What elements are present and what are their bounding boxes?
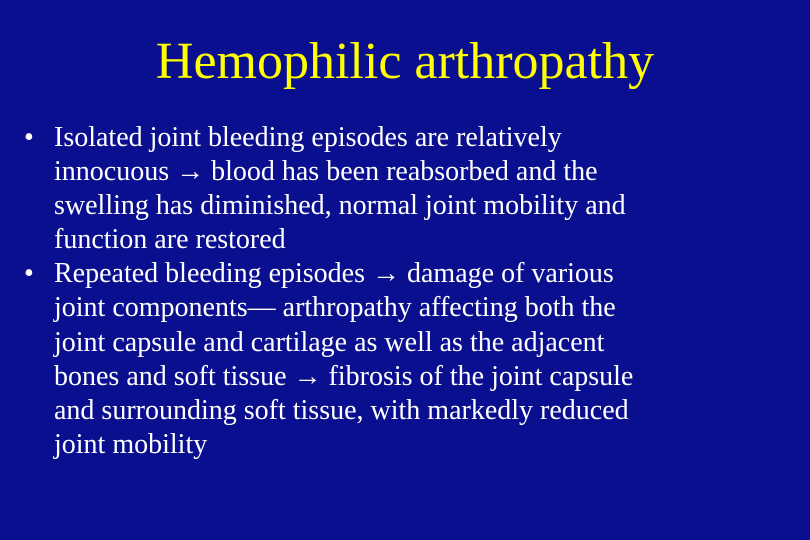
bullet-line: joint capsule and cartilage as well as the adjacent	[54, 326, 605, 358]
slide-title: Hemophilic arthropathy	[155, 33, 655, 90]
bullet-line: bones and soft tissue → fibrosis of the joint capsule	[54, 360, 634, 392]
bullet-list	[24, 121, 808, 462]
bullet-item	[24, 121, 808, 257]
bullet-line: and surrounding soft tissue, with markedly reduced	[54, 394, 629, 426]
bullet-line: swelling has diminished, normal joint mobility and	[54, 190, 626, 222]
bullet-line: Isolated joint bleeding episodes are relatively	[54, 122, 562, 153]
bullet-item	[24, 257, 808, 462]
bullet-line: joint mobility	[54, 428, 208, 460]
bullet-line: joint components— arthropathy affecting both the	[54, 292, 616, 324]
bullet-line: innocuous → blood has been reabsorbed and the	[54, 156, 598, 188]
bullet-dot-icon: •	[24, 258, 34, 290]
bullet-line: function are restored	[54, 224, 286, 256]
bullet-line: Repeated bleeding episodes → damage of various	[54, 258, 614, 290]
bullet-dot-icon: •	[24, 122, 34, 153]
